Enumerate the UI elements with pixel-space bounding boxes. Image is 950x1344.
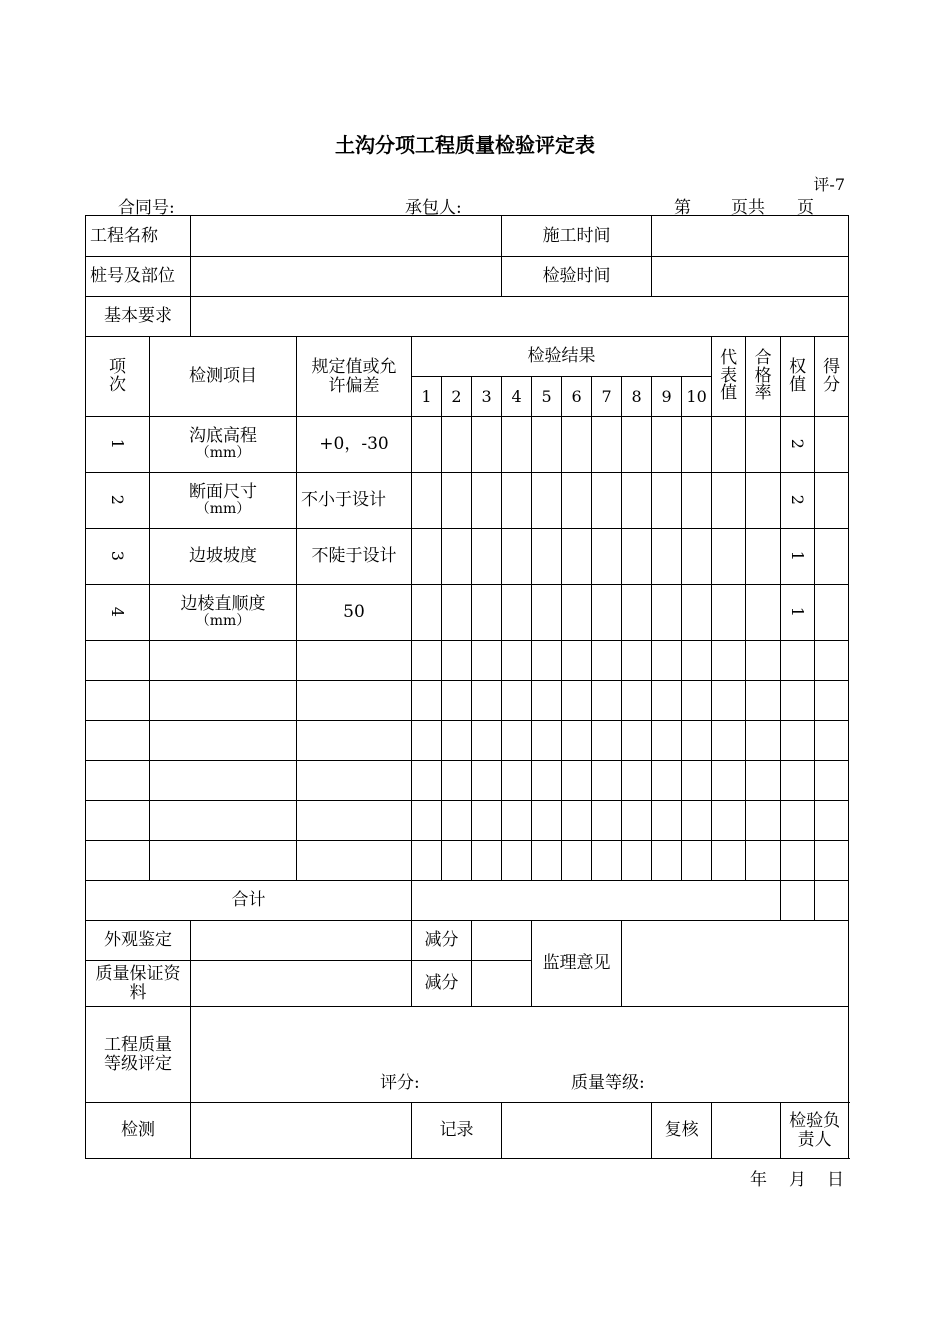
item-no-cell: 1: [86, 417, 150, 473]
page-label-1: 第: [674, 198, 691, 218]
appearance-field[interactable]: [191, 921, 412, 961]
grade-label: 工程质量等级评定: [86, 1007, 191, 1103]
total-results-field[interactable]: [412, 881, 781, 921]
result-num: 10: [682, 377, 712, 417]
page-label-2: 页共: [731, 198, 765, 218]
deduct-field-1[interactable]: [472, 921, 532, 961]
pass-rate-cell[interactable]: [746, 529, 781, 585]
basic-req-field[interactable]: [191, 297, 849, 337]
station-label: 桩号及部位: [86, 257, 191, 297]
construction-time-label: 施工时间: [502, 216, 652, 257]
weight-cell: 2: [781, 417, 815, 473]
result-cell[interactable]: [412, 417, 442, 473]
result-cell[interactable]: [622, 417, 652, 473]
result-cell[interactable]: [472, 473, 502, 529]
rep-value-cell[interactable]: [712, 529, 746, 585]
pass-rate-cell[interactable]: [746, 473, 781, 529]
result-cell[interactable]: [532, 417, 562, 473]
result-cell[interactable]: [502, 417, 532, 473]
result-cell[interactable]: [442, 529, 472, 585]
sign-record-label: 记录: [412, 1103, 502, 1159]
result-cell[interactable]: [562, 473, 592, 529]
result-cell[interactable]: [562, 417, 592, 473]
spec-cell: 不陡于设计: [297, 529, 412, 585]
weight-cell: 1: [781, 529, 815, 585]
deduct-label-2: 减分: [412, 961, 472, 1007]
sign-inspector-label: 检验负责人: [781, 1103, 849, 1159]
result-cell[interactable]: [412, 473, 442, 529]
table-row: [86, 473, 849, 529]
result-cell[interactable]: [592, 585, 622, 641]
sign-review-field[interactable]: [712, 1103, 781, 1159]
quality-docs-field[interactable]: [191, 961, 412, 1007]
table-row: [86, 529, 849, 585]
col-score: 得分: [815, 337, 849, 417]
item-name-cell: 断面尺寸 （mm）: [150, 473, 297, 529]
sign-record-field[interactable]: [502, 1103, 652, 1159]
deduct-field-2[interactable]: [472, 961, 532, 1007]
rep-value-cell[interactable]: [712, 417, 746, 473]
score-cell[interactable]: [815, 417, 849, 473]
table-row: [86, 585, 849, 641]
result-num: 7: [592, 377, 622, 417]
result-cell[interactable]: [502, 585, 532, 641]
result-cell[interactable]: [442, 473, 472, 529]
result-cell[interactable]: [532, 585, 562, 641]
result-cell[interactable]: [682, 473, 712, 529]
grade-field[interactable]: [191, 1007, 849, 1103]
result-cell[interactable]: [502, 529, 532, 585]
empty-row: [86, 761, 849, 801]
result-cell[interactable]: [592, 473, 622, 529]
result-cell[interactable]: [592, 417, 622, 473]
result-cell[interactable]: [532, 529, 562, 585]
empty-row: [86, 841, 849, 881]
date-year: 年: [750, 1170, 767, 1190]
result-cell[interactable]: [442, 417, 472, 473]
result-num: 1: [412, 377, 442, 417]
result-cell[interactable]: [532, 473, 562, 529]
result-cell[interactable]: [622, 529, 652, 585]
project-name-field[interactable]: [191, 216, 502, 257]
result-cell[interactable]: [682, 585, 712, 641]
supervision-label: 监理意见: [532, 921, 622, 1007]
col-test-item: 检测项目: [150, 337, 297, 417]
page-label-3: 页: [797, 198, 814, 218]
result-cell[interactable]: [652, 417, 682, 473]
result-cell[interactable]: [652, 529, 682, 585]
result-num: 6: [562, 377, 592, 417]
spec-cell: 不小于设计: [297, 473, 412, 529]
result-num: 9: [652, 377, 682, 417]
col-pass-rate: 合格率: [746, 337, 781, 417]
quality-docs-label: 质量保证资料: [86, 961, 191, 1007]
result-num: 2: [442, 377, 472, 417]
project-name-label: 工程名称: [86, 216, 191, 257]
total-label: 合计: [86, 881, 412, 921]
result-cell[interactable]: [442, 585, 472, 641]
item-name-cell: 沟底高程 （mm）: [150, 417, 297, 473]
item-name-cell: 边坡坡度: [150, 529, 297, 585]
result-cell[interactable]: [412, 585, 442, 641]
empty-row: [86, 681, 849, 721]
col-results: 检验结果: [412, 337, 712, 377]
date-day: 日: [827, 1170, 844, 1190]
deduct-label-1: 减分: [412, 921, 472, 961]
result-num: 4: [502, 377, 532, 417]
result-cell[interactable]: [652, 585, 682, 641]
result-cell[interactable]: [592, 529, 622, 585]
contract-no-label: 合同号:: [118, 198, 175, 218]
inspection-time-field[interactable]: [652, 257, 849, 297]
item-no-cell: 2: [86, 473, 150, 529]
form-code: 评-7: [813, 175, 845, 194]
result-cell[interactable]: [472, 417, 502, 473]
item-no-cell: 3: [86, 529, 150, 585]
spec-cell: +0，-30: [297, 417, 412, 473]
date-month: 月: [789, 1170, 806, 1190]
result-num: 5: [532, 377, 562, 417]
result-cell[interactable]: [682, 417, 712, 473]
station-field[interactable]: [191, 257, 502, 297]
sign-test-label: 检测: [86, 1103, 191, 1159]
table-row: [86, 417, 849, 473]
result-num: 8: [622, 377, 652, 417]
item-no-cell: 4: [86, 585, 150, 641]
quality-level-label: 质量等级:: [571, 1073, 645, 1093]
result-cell[interactable]: [502, 473, 532, 529]
result-cell[interactable]: [562, 529, 592, 585]
appearance-label: 外观鉴定: [86, 921, 191, 961]
empty-row: [86, 721, 849, 761]
total-score-field[interactable]: [815, 881, 849, 921]
total-weight-field[interactable]: [781, 881, 815, 921]
empty-row: [86, 801, 849, 841]
supervision-field[interactable]: [622, 921, 849, 1007]
sign-test-field[interactable]: [191, 1103, 412, 1159]
result-cell[interactable]: [412, 529, 442, 585]
col-weight: 权值: [781, 337, 815, 417]
result-cell[interactable]: [652, 473, 682, 529]
pass-rate-cell[interactable]: [746, 417, 781, 473]
construction-time-field[interactable]: [652, 216, 849, 257]
basic-req-label: 基本要求: [86, 297, 191, 337]
result-cell[interactable]: [472, 529, 502, 585]
empty-row: [86, 641, 849, 681]
contractor-label: 承包人:: [405, 198, 462, 218]
result-num: 3: [472, 377, 502, 417]
sign-review-label: 复核: [652, 1103, 712, 1159]
result-cell[interactable]: [622, 585, 652, 641]
rep-value-cell[interactable]: [712, 473, 746, 529]
score-cell[interactable]: [815, 529, 849, 585]
weight-cell: 2: [781, 473, 815, 529]
spec-cell: 50: [297, 585, 412, 641]
inspection-time-label: 检验时间: [502, 257, 652, 297]
item-name-cell: 边棱直顺度 （mm）: [150, 585, 297, 641]
col-rep-value: 代表值: [712, 337, 746, 417]
rep-value-cell[interactable]: [712, 585, 746, 641]
col-item-no: 项次: [86, 337, 150, 417]
result-cell[interactable]: [682, 529, 712, 585]
score-cell[interactable]: [815, 585, 849, 641]
result-cell[interactable]: [472, 585, 502, 641]
result-cell[interactable]: [622, 473, 652, 529]
weight-cell: 1: [781, 585, 815, 641]
score-label: 评分:: [380, 1073, 420, 1093]
page-title: 土沟分项工程质量检验评定表: [335, 133, 595, 157]
inspection-form-table: [85, 215, 849, 1159]
result-cell[interactable]: [562, 585, 592, 641]
score-cell[interactable]: [815, 473, 849, 529]
pass-rate-cell[interactable]: [746, 585, 781, 641]
col-spec: 规定值或允许偏差: [297, 337, 412, 417]
